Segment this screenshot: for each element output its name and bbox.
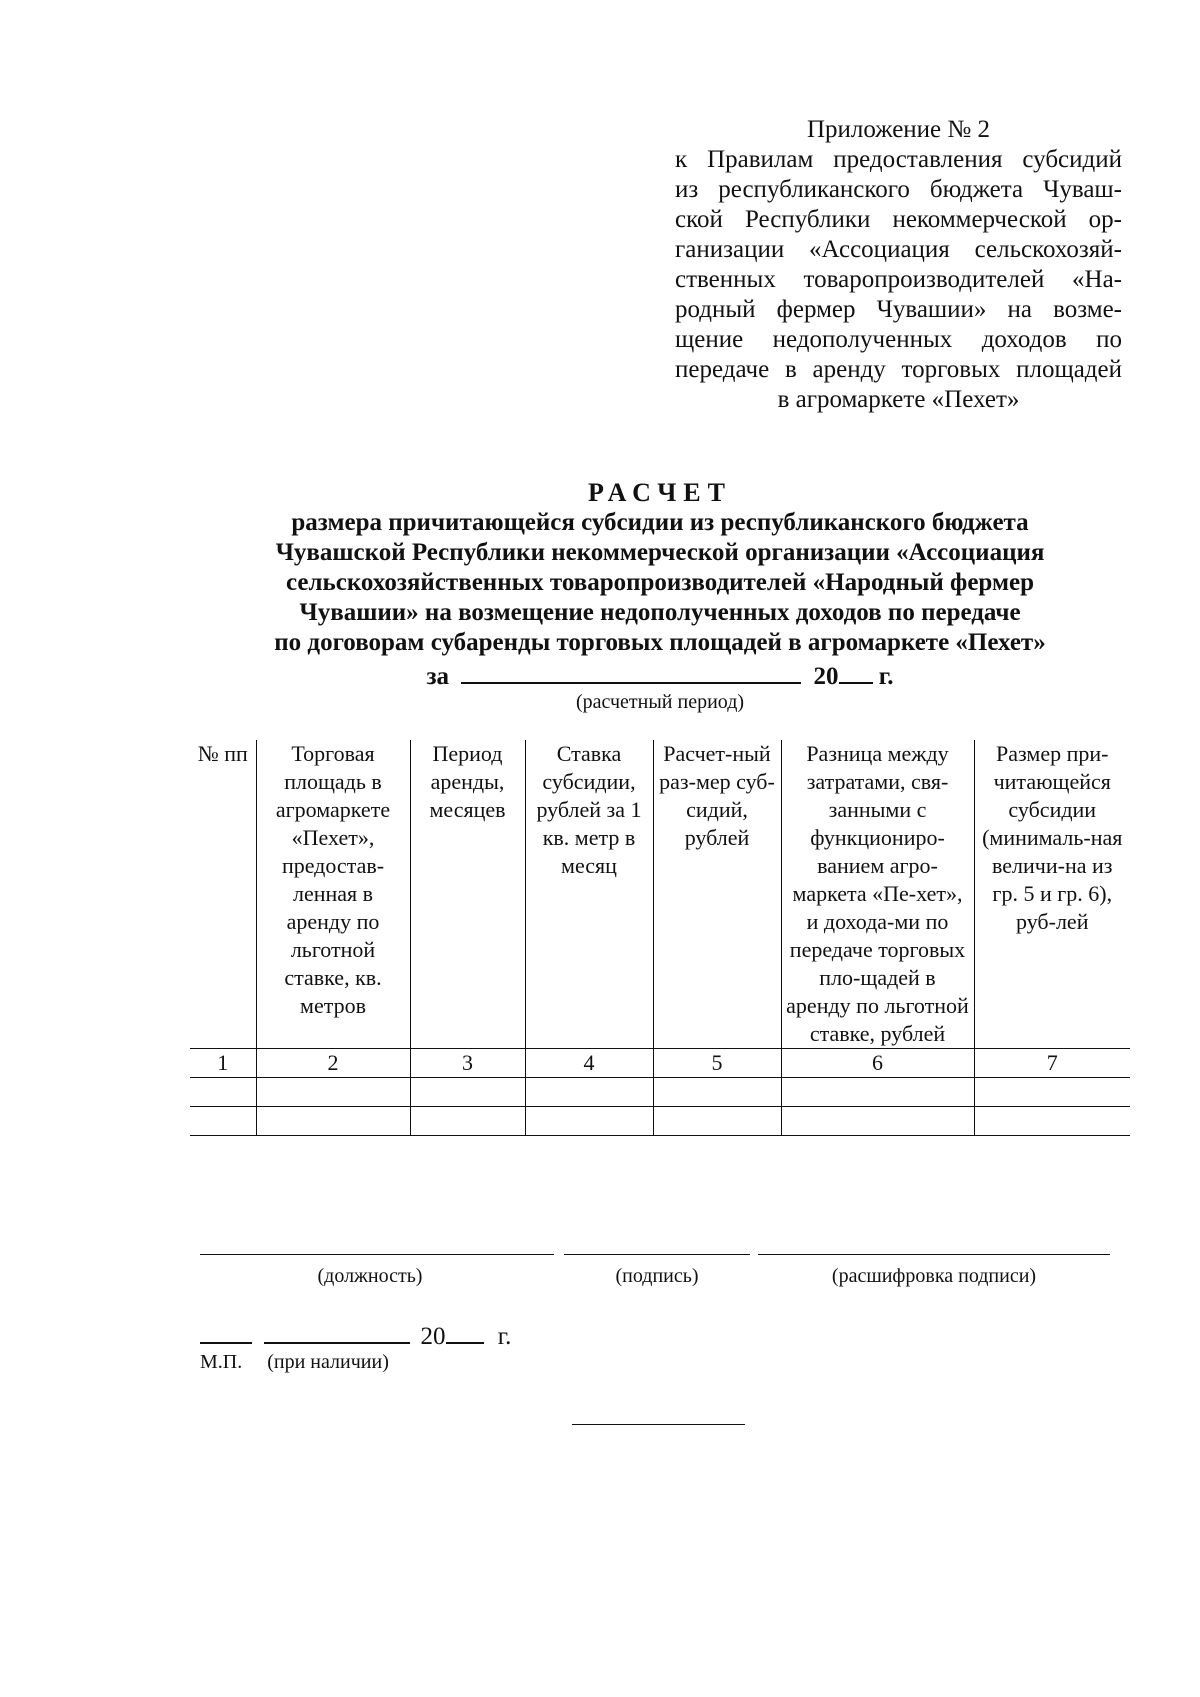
- month-blank: [264, 1320, 410, 1344]
- table-cell: [410, 1107, 525, 1136]
- period-note: (расчетный период): [575, 691, 745, 713]
- date-year-prefix: 20: [420, 1323, 446, 1350]
- table-cell: [653, 1078, 781, 1107]
- title-line: размера причитающейся субсидии из республиканского бюджета: [291, 509, 1029, 536]
- header-cell: № пп: [190, 740, 256, 1049]
- position-label: (должность): [317, 1265, 423, 1287]
- table-cell: [525, 1078, 653, 1107]
- appendix-line: из республиканского бюджета Чуваш-: [675, 176, 1122, 203]
- column-number-row: [190, 1049, 1130, 1078]
- period-prefix: за: [426, 663, 449, 690]
- table-cell: [781, 1107, 974, 1136]
- table-cell: [410, 1078, 525, 1107]
- signature-line: [564, 1254, 750, 1255]
- header-cell: Разница между затратами, свя-занными с функциониро-ванием агро-маркета «Пе-хет», и дохода-ми по передаче торговых пло-щадей в аренду по льготной ставке, рублей: [781, 740, 974, 1049]
- appendix-line: ской Республики некоммерческой ор-: [675, 206, 1122, 233]
- appendix-line: к Правилам предоставления субсидий: [675, 146, 1122, 173]
- table-cell: [974, 1078, 1130, 1107]
- calculation-table: [190, 740, 1130, 1136]
- column-number: 2: [256, 1049, 410, 1078]
- table-cell: [256, 1078, 410, 1107]
- column-number: 3: [410, 1049, 525, 1078]
- table-cell: [653, 1107, 781, 1136]
- title-line: Чувашской Республики некоммерческой организации «Ассоциация: [275, 539, 1045, 566]
- stamp-row: [200, 1350, 389, 1374]
- appendix-line: щение недополученных доходов по: [675, 326, 1122, 353]
- position-line: [200, 1254, 554, 1255]
- header-cell: Расчет-ный раз-мер суб-сидий, рублей: [653, 740, 781, 1049]
- column-number: 6: [781, 1049, 974, 1078]
- header-cell: Торговая площадь в агромаркете «Пехет», предостав-ленная в аренду по льготной ставке, кв. метров: [256, 740, 410, 1049]
- year-suffix: г.: [878, 663, 894, 690]
- day-blank: [200, 1320, 252, 1344]
- appendix-block: [675, 115, 1122, 415]
- table-cell: [781, 1078, 974, 1107]
- header-cell: Период аренды, месяцев: [410, 740, 525, 1049]
- table-cell: [190, 1078, 256, 1107]
- appendix-line: передаче в аренду торговых площадей: [675, 356, 1122, 383]
- table-cell: [525, 1107, 653, 1136]
- column-number: 5: [653, 1049, 781, 1078]
- title-heading: РАСЧЕТ: [588, 478, 732, 507]
- table-header-row: [190, 740, 1130, 1049]
- table-row: [190, 1078, 1130, 1107]
- date-row: [200, 1320, 511, 1352]
- signature-lines: [200, 1254, 1110, 1256]
- title-line: Чувашии» на возмещение недополученных доходов по передаче: [299, 599, 1021, 626]
- table-row: [190, 1107, 1130, 1136]
- decode-line: [758, 1254, 1110, 1255]
- appendix-line: родный фермер Чувашии» на возме-: [675, 296, 1122, 323]
- appendix-line: ганизации «Ассоциация сельскохозяй-: [675, 236, 1122, 263]
- mp-note: (при наличии): [267, 1351, 389, 1373]
- column-number: 7: [974, 1049, 1130, 1078]
- table-cell: [974, 1107, 1130, 1136]
- period-row: [200, 660, 1120, 692]
- title-line: сельскохозяйственных товаропроизводителей «Народный фермер: [286, 569, 1034, 596]
- year-prefix: 20: [813, 663, 839, 690]
- document-title: [200, 478, 1120, 658]
- signature-label: (подпись): [615, 1265, 699, 1287]
- decode-label: (расшифровка подписи): [831, 1265, 1037, 1287]
- header-cell: Размер при-читающейся субсидии (минималь-ная величи-на из гр. 5 и гр. 6), руб-лей: [974, 740, 1130, 1049]
- column-number: 1: [190, 1049, 256, 1078]
- year-blank: [839, 660, 873, 684]
- date-year-suffix: г.: [497, 1323, 512, 1350]
- date-year-blank: [446, 1320, 484, 1344]
- table-cell: [256, 1107, 410, 1136]
- appendix-last-line: в агромаркете «Пехет»: [777, 386, 1020, 413]
- mp-label: М.П.: [200, 1351, 243, 1373]
- table-cell: [190, 1107, 256, 1136]
- header-cell: Ставка субсидии, рублей за 1 кв. метр в месяц: [525, 740, 653, 1049]
- end-divider: [572, 1424, 745, 1425]
- appendix-line: ственных товаропроизводителей «На-: [675, 266, 1122, 293]
- title-line: по договорам субаренды торговых площадей в агромаркете «Пехет»: [274, 629, 1046, 656]
- appendix-title: Приложение № 2: [806, 116, 991, 143]
- column-number: 4: [525, 1049, 653, 1078]
- period-blank: [461, 660, 801, 684]
